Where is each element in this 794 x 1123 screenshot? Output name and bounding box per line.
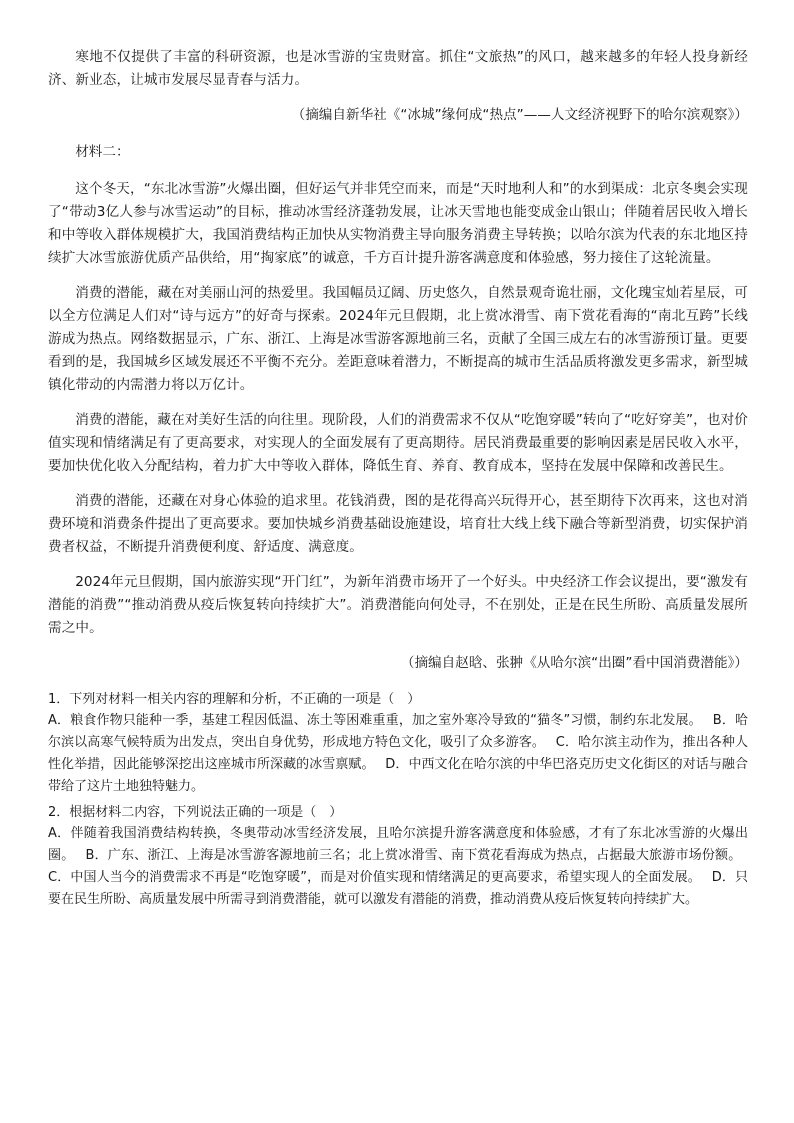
- question-stem: 2．根据材料二内容，下列说法正确的一项是（ ）: [48, 805, 343, 820]
- material2-paragraph-4: 消费的潜能，还藏在对身心体验的追求里。花钱消费，图的是花得高兴玩得开心，甚至期待下次再来，这也对消费环境和消费条件提出了更高要求。要加快城乡消费基础设施建设，培育壮大线上线下融合等新型消费，切实保护消费者权益，不断提升消费便利度、舒适度、满意度。: [48, 493, 748, 555]
- option-letter: C．: [48, 870, 71, 885]
- question-options: [48, 710, 748, 798]
- option-text: 哈尔滨主动作为，推出各种人性化举措，因此能够深挖出这座城市所深藏的冰雪禀赋。: [48, 735, 748, 772]
- option-letter: C．: [555, 735, 579, 750]
- material2-source: （摘编自赵晗、张翀《从哈尔滨“出圈”看中国消费潜能》）: [400, 655, 748, 671]
- option-text: 只要在民生所盼、高质量发展中所需寻到消费潜能，就可以激发有潜能的消费，推动消费从疫后恢复转向持续扩大。: [48, 870, 748, 907]
- material2-paragraph-2: 消费的潜能，藏在对美丽山河的热爱里。我国幅员辽阔、历史悠久，自然景观奇诡壮丽，文化瑰宝灿若星辰，可以全方位满足人们对“诗与远方”的好奇与探索。2024年元旦假期，北上赏冰滑雪、南下赏花看海的“南北互跨”长线游成为热点。网络数据显示，广东、浙江、上海是冰雪游客源地前三名，贡献了全国三成左右的冰雪游预订量。更要看到的是，我国城乡区域发展还不平衡不充分。差距意味着潜力，不断提高的城市生活品质将激发更多需求，新型城镇化带动的内需潜力将以万亿计。: [48, 285, 748, 393]
- option-letter: D．: [711, 870, 735, 885]
- material2-label: 材料二：: [75, 144, 130, 160]
- material2-paragraph-5: 2024年元旦假期，国内旅游实现“开门红”，为新年消费市场开了一个好头。中央经济工作会议提出，要“激发有潜能的消费”“推动消费从疫后恢复转向持续扩大”。消费潜能向何处寻，不在别处，正是在民生所盼、高质量发展所需之中。: [48, 574, 748, 636]
- option-text: 粮食作物只能种一季，基建工程因低温、冻土等困难重重，加之室外寒冷导致的“猫冬”习惯，制约东北发展。: [70, 713, 696, 728]
- question-stem: 1．下列对材料一相关内容的理解和分析，不正确的一项是（ ）: [48, 692, 421, 707]
- option-a[interactable]: [48, 713, 695, 728]
- material2-paragraph-1: 这个冬天，“东北冰雪游”火爆出圈，但好运气并非凭空而来，而是“天时地利人和”的水到渠成：北京冬奥会实现了“带动3亿人参与冰雪运动”的目标，推动冰雪经济蓬勃发展，让冰天雪地也能变成金山银山；伴随着居民收入增长和中等收入群体规模扩大，我国消费结构正加快从实物消费主导向服务消费主导转换；以哈尔滨为代表的东北地区持续扩大冰雪旅游优质产品供给，用“掏家底”的诚意，千方百计提升游客满意度和体验感，努力接住了这轮流量。: [48, 181, 748, 266]
- question-1: [48, 689, 748, 798]
- option-letter: B．: [712, 713, 735, 728]
- option-letter: A．: [48, 713, 71, 728]
- material2-paragraph-3: 消费的潜能，藏在对美好生活的向往里。现阶段，人们的消费需求不仅从“吃饱穿暖”转向了“吃好穿美”，也对价值实现和情绪满足有了更高要求，对实现人的全面发展有了更高期待。居民消费最重要的影响因素是居民收入水平，要加快优化收入分配结构，着力扩大中等收入群体，降低生育、养育、教育成本，坚持在发展中保障和改善民生。: [48, 412, 748, 474]
- question-options: [48, 823, 748, 911]
- option-text: 中国人当今的消费需求不再是“吃饱穿暖”，而是对价值实现和情绪满足的更高要求，希望实现人的全面发展。: [70, 870, 695, 885]
- material1-source: （摘编自新华社《“冰城”缘何成“热点”——人文经济视野下的哈尔滨观察》）: [291, 107, 748, 123]
- option-letter: D．: [385, 757, 409, 772]
- option-letter: B．: [85, 848, 108, 863]
- option-text: 广东、浙江、上海是冰雪游客源地前三名；北上赏冰滑雪、南下赏花看海成为热点，占据最大旅游市场份额。: [107, 848, 735, 863]
- option-text: 伴随着我国消费结构转换，冬奥带动冰雪经济发展，且哈尔滨提升游客满意度和体验感，才有了东北冰雪游的火爆出圈。: [48, 826, 748, 863]
- option-c[interactable]: [48, 870, 694, 885]
- option-letter: A．: [48, 826, 71, 841]
- option-text: 中西文化在哈尔滨的中华巴洛克历史文化街区的对话与融合带给了这片土地独特魅力。: [48, 757, 748, 794]
- option-text: 哈尔滨以高寒气候特质为出发点，突出自身优势，形成地方特色文化，吸引了众多游客。: [48, 713, 748, 750]
- question-2: [48, 802, 748, 911]
- material1-paragraph: 寒地不仅提供了丰富的科研资源，也是冰雪游的宝贵财富。抓住“文旅热”的风口，越来越多的年轻人投身新经济、新业态，让城市发展尽显青春与活力。: [48, 49, 748, 88]
- document-page: [48, 46, 748, 912]
- option-b[interactable]: [85, 848, 735, 863]
